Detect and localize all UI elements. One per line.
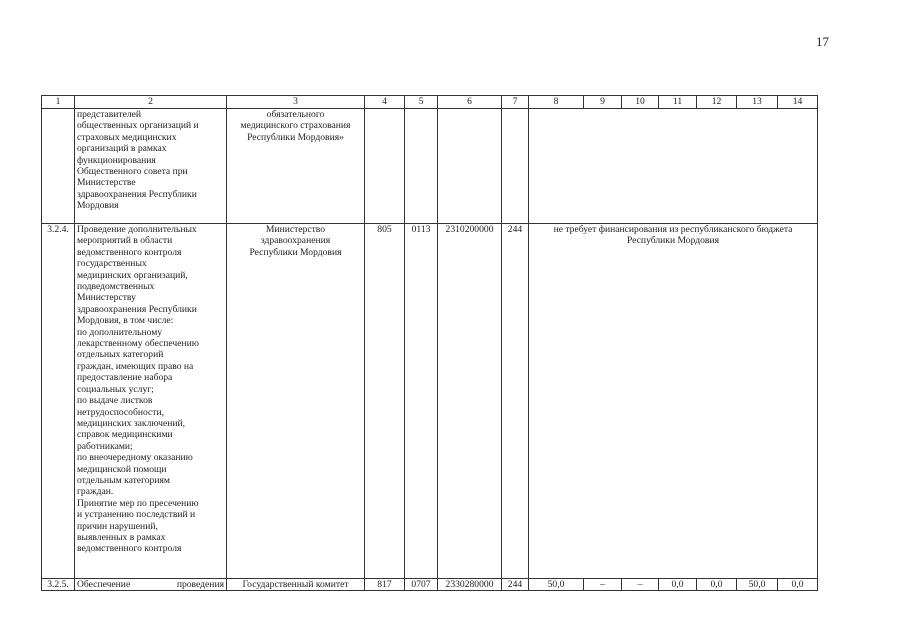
measure-line: граждан, имеющих право на xyxy=(77,360,194,372)
measure-line: и устранению последствий и xyxy=(77,509,196,521)
header-cell: 9 xyxy=(584,96,622,109)
header-row xyxy=(42,96,818,109)
header-cell: 10 xyxy=(622,96,659,109)
header-cell: 11 xyxy=(659,96,697,109)
measure-line: отдельных категорий xyxy=(77,349,164,361)
executor-line: обязательного xyxy=(266,109,325,120)
executor-line: здравоохранения xyxy=(260,235,331,247)
page-number: 17 xyxy=(816,34,829,49)
header-cell: 6 xyxy=(438,96,502,109)
measure-line: выявленных в рамках xyxy=(77,531,166,543)
measure-line: по внеочередному оказанию xyxy=(77,452,193,464)
measure-line: мероприятий в области xyxy=(77,235,173,247)
measure-line: работниками; xyxy=(77,440,133,452)
amount-cell: 0,0 xyxy=(778,579,818,591)
header-cell: 2 xyxy=(75,96,227,109)
measure-line: социальных услуг; xyxy=(77,383,154,395)
header-cell: 8 xyxy=(529,96,584,109)
measure-line: граждан. xyxy=(77,486,114,498)
executor-line: медицинского страхования xyxy=(240,120,351,132)
measure-line: Министерству xyxy=(77,292,136,304)
measure-line: медицинской помощи xyxy=(77,463,167,475)
measure-line: Проведение дополнительных xyxy=(77,224,197,235)
funding-note-line: Республики Мордовия xyxy=(626,235,720,247)
header-cell: 4 xyxy=(365,96,405,109)
amount-cell: 0,0 xyxy=(659,579,697,591)
section-code-cell: 0113 xyxy=(405,224,438,579)
measure-line: государственных xyxy=(77,258,147,270)
header-cell: 13 xyxy=(737,96,778,109)
executor-line: Республики Мордовия» xyxy=(247,131,344,143)
target-code-cell: 2310200000 xyxy=(438,224,502,579)
header-cell: 7 xyxy=(502,96,529,109)
executor-line: Министерство xyxy=(265,224,326,235)
amount-cell: 0,0 xyxy=(697,579,737,591)
measure-line: медицинских заключений, xyxy=(77,417,186,429)
measure-line: здравоохранения Республики xyxy=(77,188,197,200)
measure-line: Мордовия, в том числе: xyxy=(77,315,174,327)
header-cell: 14 xyxy=(778,96,818,109)
measure-line: организаций в рамках xyxy=(77,143,167,155)
expense-type-cell: 244 xyxy=(502,224,529,579)
measure-line: представителей xyxy=(77,109,142,120)
plan-table xyxy=(41,95,818,591)
measure-cell: Обеспечение проведения xyxy=(75,579,227,591)
header-cell: 1 xyxy=(42,96,75,109)
measure-line: общественных организаций и xyxy=(77,120,199,132)
ministry-code-cell: 805 xyxy=(365,224,405,579)
row-number-cell: 3.2.4. xyxy=(42,224,75,579)
amount-cell: – xyxy=(622,579,659,591)
data-cell xyxy=(405,109,438,224)
measure-line: Министерстве xyxy=(77,177,136,189)
measure-line: функционирования xyxy=(77,154,156,166)
data-cell xyxy=(365,109,405,224)
table-row-continuation xyxy=(42,109,818,224)
measure-line: по выдаче листков xyxy=(77,395,153,407)
measure-line: по дополнительному xyxy=(77,326,163,338)
header-cell: 3 xyxy=(227,96,365,109)
table-row-3-2-5 xyxy=(42,579,818,591)
amount-cell: – xyxy=(584,579,622,591)
measure-line: Общественного совета при xyxy=(77,166,188,178)
table-row-3-2-4 xyxy=(42,224,818,579)
measure-line: отдельным категориям xyxy=(77,474,170,486)
measure-line: здравоохранения Республики xyxy=(77,303,197,315)
measure-cell xyxy=(75,109,227,224)
measure-line: Принятие мер по пресечению xyxy=(77,497,199,509)
measure-line: справок медицинскими xyxy=(77,429,173,441)
row-number-cell: 3.2.5. xyxy=(42,579,75,591)
funding-cell xyxy=(529,109,818,224)
measure-line: ведомственного контроля xyxy=(77,246,182,258)
measure-line: страховых медицинских xyxy=(77,131,177,143)
executor-cell xyxy=(227,109,365,224)
data-cell xyxy=(438,109,502,224)
expense-type-cell: 244 xyxy=(502,579,529,591)
ministry-code-cell: 817 xyxy=(365,579,405,591)
section-code-cell: 0707 xyxy=(405,579,438,591)
measure-line: Мордовия xyxy=(77,200,119,212)
amount-cell: 50,0 xyxy=(529,579,584,591)
measure-line: ведомственного контроля xyxy=(77,543,182,555)
funding-note-line: не требует финансирования из республиканского бюджета xyxy=(553,224,793,235)
target-code-cell: 2330280000 xyxy=(438,579,502,591)
header-cell: 5 xyxy=(405,96,438,109)
measure-line: лекарственному обеспечению xyxy=(77,338,199,350)
row-number-cell xyxy=(42,109,75,224)
executor-cell xyxy=(227,224,365,579)
measure-line: подведомственных xyxy=(77,281,155,293)
measure-line: нетрудоспособности, xyxy=(77,406,164,418)
amount-cell: 50,0 xyxy=(737,579,778,591)
header-cell: 12 xyxy=(697,96,737,109)
measure-cell xyxy=(75,224,227,579)
data-cell xyxy=(502,109,529,224)
funding-note-cell xyxy=(529,224,818,579)
executor-line: Республики Мордовия xyxy=(249,246,342,258)
measure-line: предоставление набора xyxy=(77,372,173,384)
executor-cell: Государственный комитет xyxy=(227,579,365,591)
measure-line: причин нарушений, xyxy=(77,520,158,532)
measure-line: медицинских организаций, xyxy=(77,269,188,281)
